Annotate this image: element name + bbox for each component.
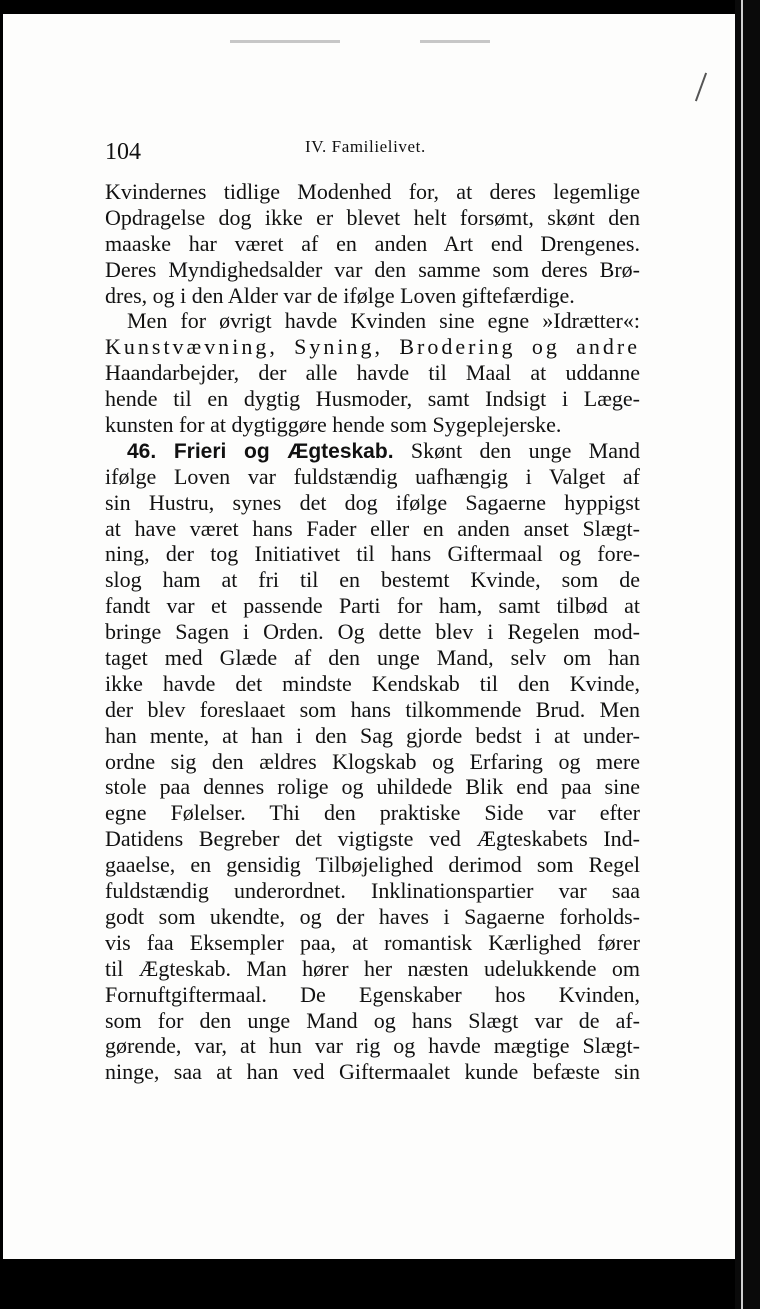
text-line: ifølge Loven var fuldstændig uafhængig i Valget af [105,463,640,489]
text-line: kunsten for at dygtiggøre hende som Sygeplejerske. [105,412,562,438]
body-text [105,179,640,1085]
section-heading: 46. Frieri og Ægteskab. [127,439,394,463]
text-line: gørende, var, at hun var rig og havde mægtige Slægt- [105,1033,640,1059]
text-line: ikke havde det mindste Kendskab til den Kvinde, [105,670,640,696]
text-line: Kvindernes tidlige Modenhed for, at deres legemlige [105,179,640,204]
page-number: 104 [105,139,141,165]
text-line: hende til en dygtig Husmoder, samt Indsigt i Læge- [105,386,640,412]
text-line: han mente, at han i den Sag gjorde bedst i at under- [105,722,640,748]
text-line: taget med Glæde af den unge Mand, selv om han [105,645,640,671]
scan-smudge [230,40,340,43]
section-heading-line: 46. Frieri og Ægteskab. Skønt den unge Mand [127,437,641,463]
text-line: dres, og i den Alder var de ifølge Loven giftefærdige. [105,282,575,308]
text-line: Opdragelse dog ikke er blevet helt forsømt, skønt den [105,204,640,230]
text-line: Datidens Begreber det vigtigste ved Ægteskabets Ind- [105,826,640,852]
scan-smudge [420,40,490,43]
text-line: at have været hans Fader eller en anden anset Slægt- [105,515,640,541]
text-line: der blev foreslaaet som hans tilkommende Brud. Men [105,696,640,722]
text-line: fuldstændig underordnet. Inklinationspartier var saa [105,878,640,904]
running-title: IV. Familielivet. [305,137,426,156]
text-line: egne Følelser. Thi den praktiske Side var efter [105,800,640,826]
text-line: til Ægteskab. Man hører her næsten udelukkende om [105,955,640,981]
scan-edge [735,0,760,1309]
text-line: ordne sig den ældres Klogskab og Erfaring og mere [105,748,640,774]
page-header [103,135,640,167]
text-line: bringe Sagen i Orden. Og dette blev i Regelen mod- [105,619,640,645]
text-line: gaaelse, en gensidig Tilbøjelighed derimod som Regel [105,852,640,878]
text-line: Haandarbejder, der alle havde til Maal at uddanne [105,360,640,386]
text-line: fandt var et passende Parti for ham, samt tilbød at [105,593,640,619]
text-line: sin Hustru, synes det dog ifølge Sagaerne hyppigst [105,489,640,515]
text-line: som for den unge Mand og hans Slægt var de af- [105,1007,640,1033]
text-line: slog ham at fri til en bestemt Kvinde, som de [105,567,640,593]
text-line: vis faa Eksempler paa, at romantisk Kærlighed fører [105,929,640,955]
text-line: Men for øvrigt havde Kvinden sine egne »Idrætter«: [127,308,640,334]
text-line: Kunstvævning, Syning, Brodering og andre [105,334,640,360]
text-line: maaske har været af en anden Art end Drengenes. [105,230,640,256]
text-line: ninge, saa at han ved Giftermaalet kunde befæste sin [105,1059,640,1085]
text-line: godt som ukendte, og der haves i Sagaerne forholds- [105,903,640,929]
text-line: Fornuftgiftermaal. De Egenskaber hos Kvinden, [105,981,640,1007]
text-line: ning, der tog Initiativet til hans Giftermaal og fore- [105,541,640,567]
text-line: Deres Myndighedsalder var den samme som deres Brø- [105,256,640,282]
text-line: stole paa dennes rolige og uhildede Blik end paa sine [105,774,640,800]
